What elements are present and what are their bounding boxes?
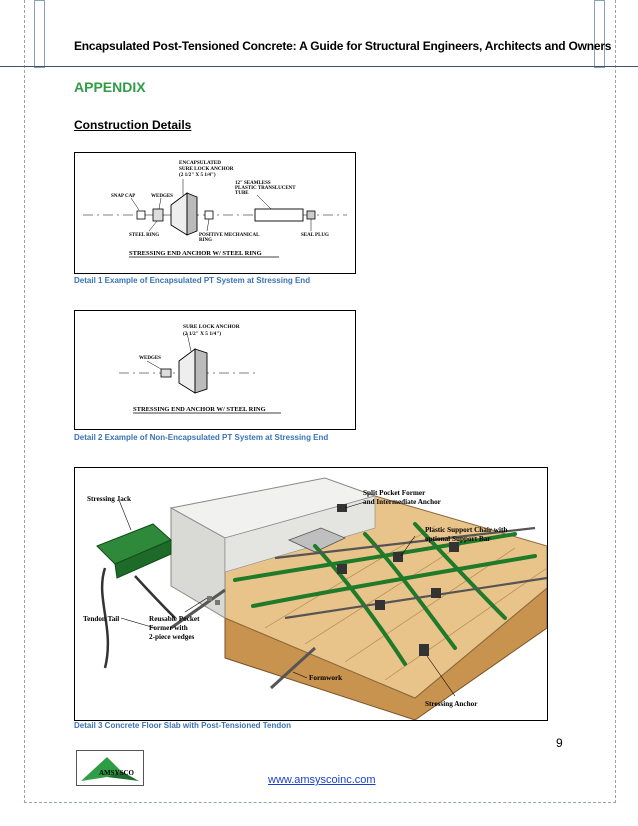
detail-2-drawing	[75, 311, 355, 429]
d1-label-wedges: WEDGES	[151, 194, 173, 199]
d3-label-stressing-anchor: Stressing Anchor	[425, 700, 478, 708]
page-number: 9	[556, 736, 563, 750]
detail-3-figure	[74, 467, 548, 721]
detail-1-caption: Detail 1 Example of Encapsulated PT System at Stressing End	[74, 276, 311, 285]
d1-label-anchor-2: SURE LOCK ANCHOR	[179, 166, 234, 172]
d1-label-anchor-3: (2 1/2" X 5 1/4")	[179, 172, 216, 178]
d1-label-posmech-2: RING	[199, 238, 213, 243]
d1-label-tube-1: 12" SEAMLESS	[235, 181, 271, 186]
logo-mark-icon	[77, 751, 143, 785]
d3-label-split-2: and Intermediate Anchor	[363, 498, 441, 506]
d2-title: STRESSING END ANCHOR W/ STEEL RING	[133, 406, 266, 413]
header-title: Encapsulated Post-Tensioned Concrete: A Guide for Structural Engineers, Architects and Owners	[74, 39, 612, 53]
d3-label-split-1: Split Pocket Former	[363, 489, 426, 497]
d1-label-snap: SNAP CAP	[111, 194, 136, 199]
detail-2-figure	[74, 310, 356, 430]
footer-website-link[interactable]: www.amsyscoinc.com	[268, 774, 376, 786]
detail-2-caption: Detail 2 Example of Non-Encapsulated PT System at Stressing End	[74, 433, 329, 442]
d1-label-tube-2: PLASTIC TRANSLUCENT	[235, 186, 296, 191]
d2-label-anchor-2: (2 1/2" X 5 1/4")	[183, 331, 222, 337]
d3-label-formwork: Formwork	[309, 674, 343, 682]
d1-label-tube-3: TUBE	[235, 191, 249, 196]
detail-1-figure	[74, 152, 356, 274]
d3-label-chair-2: optional Support Bar	[425, 535, 491, 543]
d3-label-chair-1: Plastic Support Chair with	[425, 526, 508, 534]
header-tab-left	[34, 0, 45, 68]
amsysco-logo	[76, 750, 144, 786]
d1-title: STRESSING END ANCHOR W/ STEEL RING	[129, 250, 262, 257]
d1-label-seal: SEAL PLUG	[301, 233, 329, 238]
header-rule	[0, 66, 638, 67]
d3-label-reusable-3: 2-piece wedges	[149, 633, 195, 641]
d1-label-anchor-1: ENCAPSULATED	[179, 160, 221, 166]
d2-label-wedges: WEDGES	[139, 356, 161, 361]
header-tab-right	[594, 0, 605, 68]
d3-label-tail: Tendon Tail	[83, 615, 120, 623]
section-title: Construction Details	[74, 118, 192, 132]
detail-3-caption: Detail 3 Concrete Floor Slab with Post-Tensioned Tendon	[74, 721, 292, 730]
d3-label-reusable-2: Former with	[149, 624, 188, 632]
d2-label-anchor-1: SURE LOCK ANCHOR	[183, 324, 240, 330]
detail-1-drawing	[75, 153, 355, 273]
detail-3-drawing	[75, 468, 547, 720]
logo-text: AMSYSCO	[99, 769, 135, 777]
d3-label-reusable-1: Reusable Pocket	[149, 615, 200, 623]
d1-label-posmech-1: POSITIVE MECHANICAL	[199, 233, 260, 238]
appendix-heading: APPENDIX	[74, 79, 146, 95]
d1-label-ring: STEEL RING	[129, 233, 160, 238]
d3-label-jack: Stressing Jack	[87, 495, 131, 503]
